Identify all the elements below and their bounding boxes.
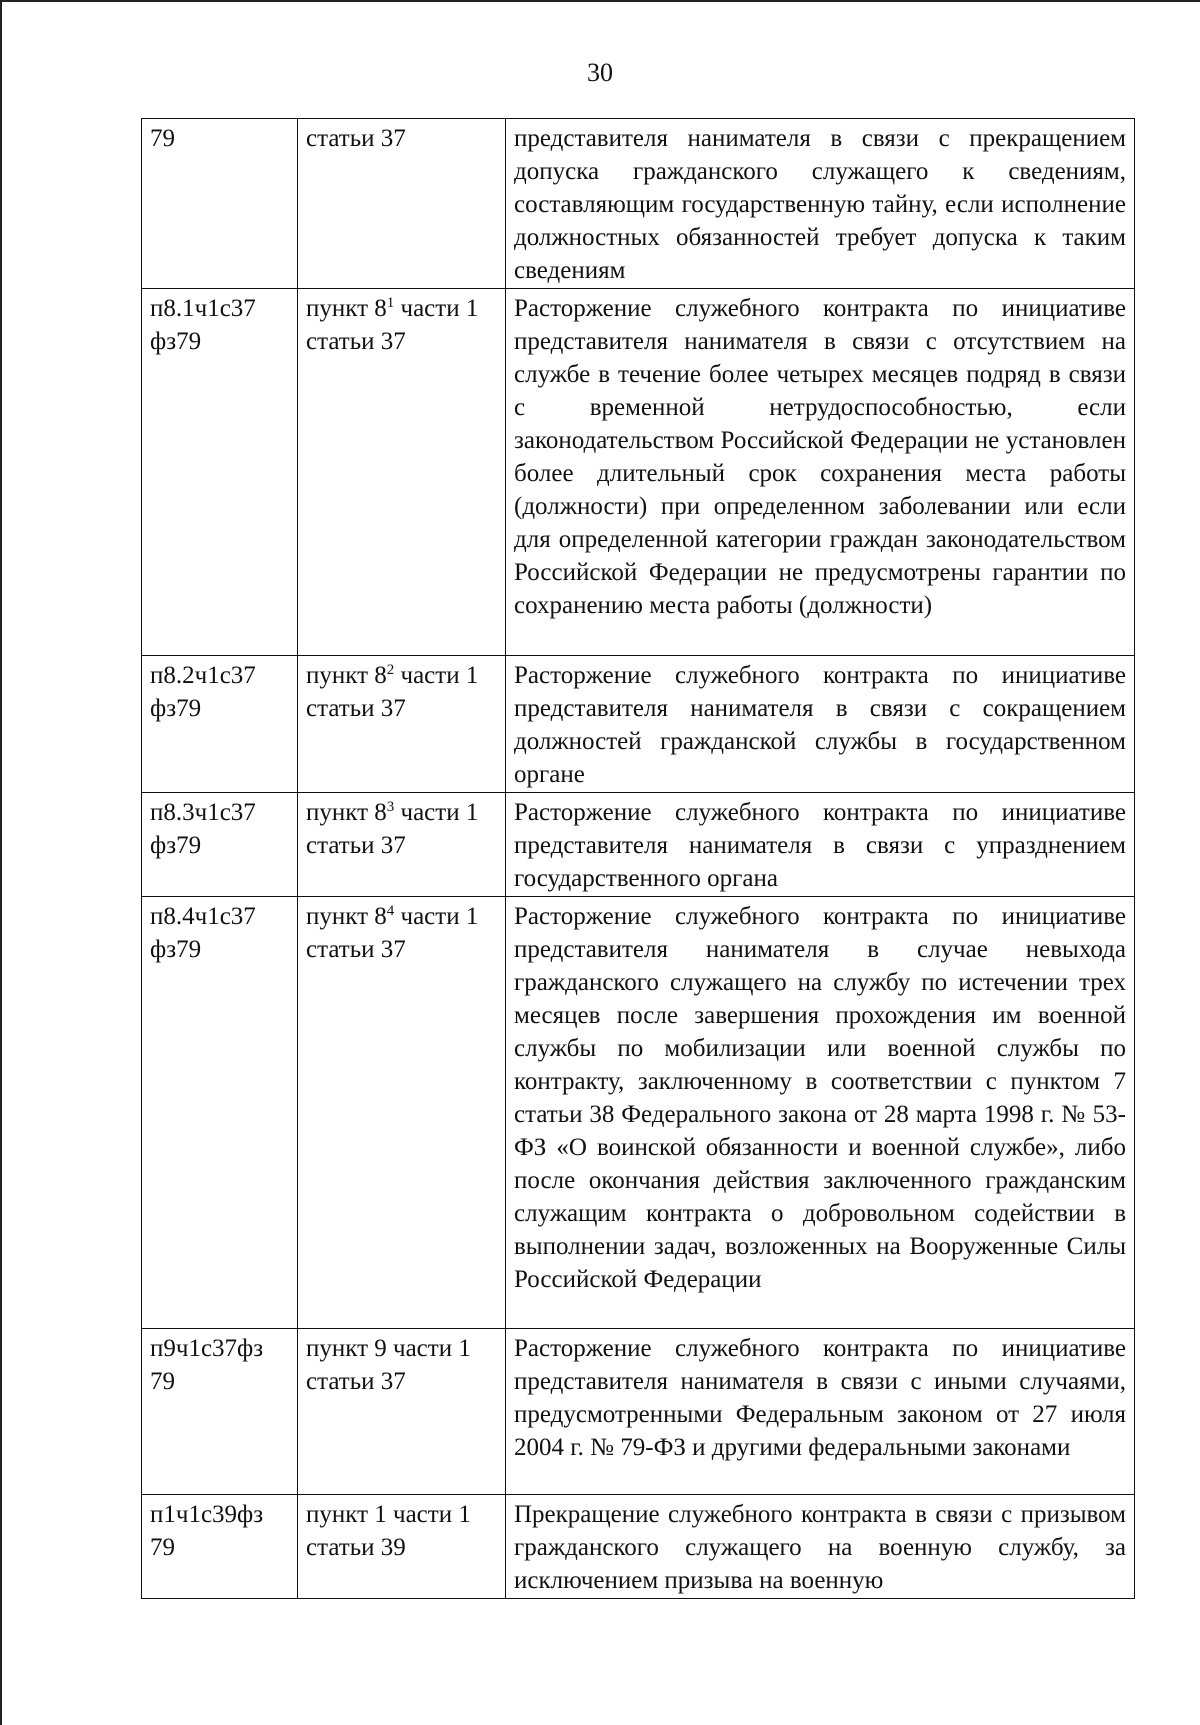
reference-text: пункт 8	[306, 662, 387, 689]
row-code: п8.2ч1с37 фз79	[142, 656, 298, 793]
row-code: п8.3ч1с37 фз79	[142, 793, 298, 897]
row-code: п8.4ч1с37 фз79	[142, 897, 298, 1329]
row-reference	[298, 289, 506, 656]
reference-text: пункт 8	[306, 903, 387, 930]
reference-text: части 1 статьи 37	[306, 903, 479, 963]
row-description: представителя нанимателя в связи с прекращением допуска гражданского служащего к сведениям, составляющим государственную тайну, если исполнение должностных обязанностей требует допуска к таким сведениям	[506, 119, 1135, 289]
reference-text: пункт 8	[306, 295, 387, 322]
reference-text: части 1 статьи 37	[306, 662, 479, 722]
row-reference	[298, 793, 506, 897]
row-code: 79	[142, 119, 298, 289]
table-row	[142, 897, 1135, 1329]
table-row	[142, 119, 1135, 289]
row-description: Расторжение служебного контракта по инициативе представителя нанимателя в связи с упразднением государственного органа	[506, 793, 1135, 897]
row-description: Расторжение служебного контракта по инициативе представителя нанимателя в случае невыхода гражданского служащего на службу по истечении трех месяцев после завершения прохождения им военной службы по мобилизации или военной службы по контракту, заключенному в соответствии с пунктом 7 статьи 38 Федерального закона от 28 марта 1998 г. № 53-ФЗ «О воинской обязанности и военной службе», либо после окончания действия заключенного гражданским служащим контракта о добровольном содействии в выполнении задач, возложенных на Вооруженные Силы Российской Федерации	[506, 897, 1135, 1329]
reference-text: пункт 8	[306, 799, 387, 826]
reference-superscript: 1	[386, 295, 395, 311]
row-description: Прекращение служебного контракта в связи с призывом гражданского служащего на военную службу, за исключением призыва на военную	[506, 1495, 1135, 1599]
row-description: Расторжение служебного контракта по инициативе представителя нанимателя в связи с сокращением должностей гражданской службы в государственном органе	[506, 656, 1135, 793]
document-table	[141, 118, 1135, 1599]
reference-superscript: 3	[386, 799, 395, 815]
table-row	[142, 1329, 1135, 1495]
row-reference: пункт 9 части 1 статьи 37	[298, 1329, 506, 1495]
row-code: п8.1ч1с37 фз79	[142, 289, 298, 656]
row-reference: пункт 1 части 1 статьи 39	[298, 1495, 506, 1599]
table-row	[142, 289, 1135, 656]
table-row	[142, 1495, 1135, 1599]
reference-superscript: 2	[386, 662, 395, 678]
reference-text: части 1 статьи 37	[306, 799, 479, 859]
row-description: Расторжение служебного контракта по инициативе представителя нанимателя в связи с отсутствием на службе в течение более четырех месяцев подряд в связи с временной нетрудоспособностью, если законодательством Российской Федерации не установлен более длительный срок сохранения места работы (должности) при определенном заболевании или если для определенной категории граждан законодательством Российской Федерации не предусмотрены гарантии по сохранению места работы (должности)	[506, 289, 1135, 656]
row-description: Расторжение служебного контракта по инициативе представителя нанимателя в связи с иными случаями, предусмотренными Федеральным законом от 27 июля 2004 г. № 79-ФЗ и другими федеральными законами	[506, 1329, 1135, 1495]
row-code: п1ч1с39фз 79	[142, 1495, 298, 1599]
row-code: п9ч1с37фз 79	[142, 1329, 298, 1495]
row-reference	[298, 897, 506, 1329]
table-row	[142, 793, 1135, 897]
row-reference: статьи 37	[298, 119, 506, 289]
reference-superscript: 4	[386, 903, 395, 919]
table-row	[142, 656, 1135, 793]
row-reference	[298, 656, 506, 793]
reference-text: части 1 статьи 37	[306, 295, 479, 355]
page-number: 30	[587, 58, 613, 87]
